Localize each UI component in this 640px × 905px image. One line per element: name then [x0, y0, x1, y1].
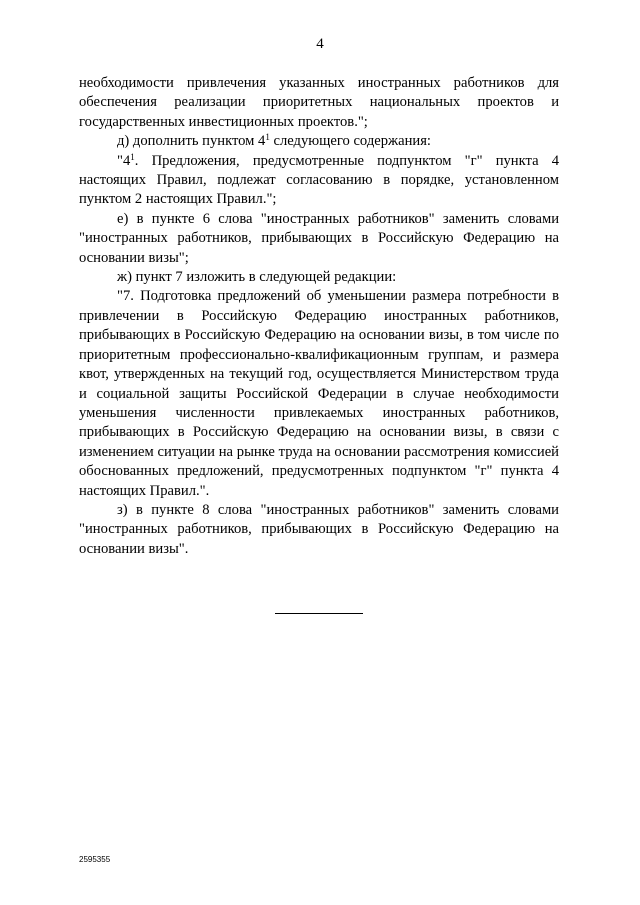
paragraph-clause-4-1 [79, 152, 559, 210]
superscript: 1 [265, 132, 270, 143]
paragraph-item-zh: ж) пункт 7 изложить в следующей редакции: [117, 269, 397, 286]
paragraph-text: следующего содержания: [269, 133, 431, 150]
paragraph-text: "4 [117, 152, 131, 169]
paragraph-item-z: з) в пункте 8 слова "иностранных работников" заменить словами "иностранных работников, прибывающих в Российскую Федерацию на основании визы". [79, 501, 559, 557]
paragraph-clause-7: "7. Подготовка предложений об уменьшении размера потребности в привлечении в Российскую Федерацию иностранных работников, прибывающих в Российскую Федерацию на основании визы, в том числе по приоритетным профессионально-квалификационным группам, и размера квот, утвержденных на текущий год, осуществляется Министерством труда и социальной защиты Российской Федерации в случае необходимости уменьшения численности привлекаемых иностранных работников, прибывающих в Российскую Федерацию на основании визы, в связи с изменением ситуации на рынке труда на основании рассмотрения комиссией обоснованных предложений, предусмотренных подпунктом "г" пункта 4 настоящих Правил.". [79, 288, 559, 499]
paragraph-item-e: е) в пункте 6 слова "иностранных работников" заменить словами "иностранных работников, прибывающих в Российскую Федерацию на основании визы"; [79, 210, 559, 266]
document-body [79, 74, 559, 559]
paragraph-item-d [79, 132, 559, 151]
paragraph-text: д) дополнить пунктом 4 [117, 133, 266, 150]
superscript: 1 [130, 151, 135, 162]
document-code: 2595355 [79, 855, 111, 864]
paragraph-text: . Предложения, предусмотренные подпунктом "г" пункта 4 настоящих Правил, подлежат согласованию в порядке, установленном пунктом 2 настоящих Правил."; [79, 152, 559, 208]
paragraph-continuation: необходимости привлечения указанных иностранных работников для обеспечения реализации приоритетных национальных проектов и государственных инвестиционных проектов."; [79, 75, 559, 130]
page-number: 4 [316, 36, 324, 52]
closing-divider [275, 613, 363, 614]
